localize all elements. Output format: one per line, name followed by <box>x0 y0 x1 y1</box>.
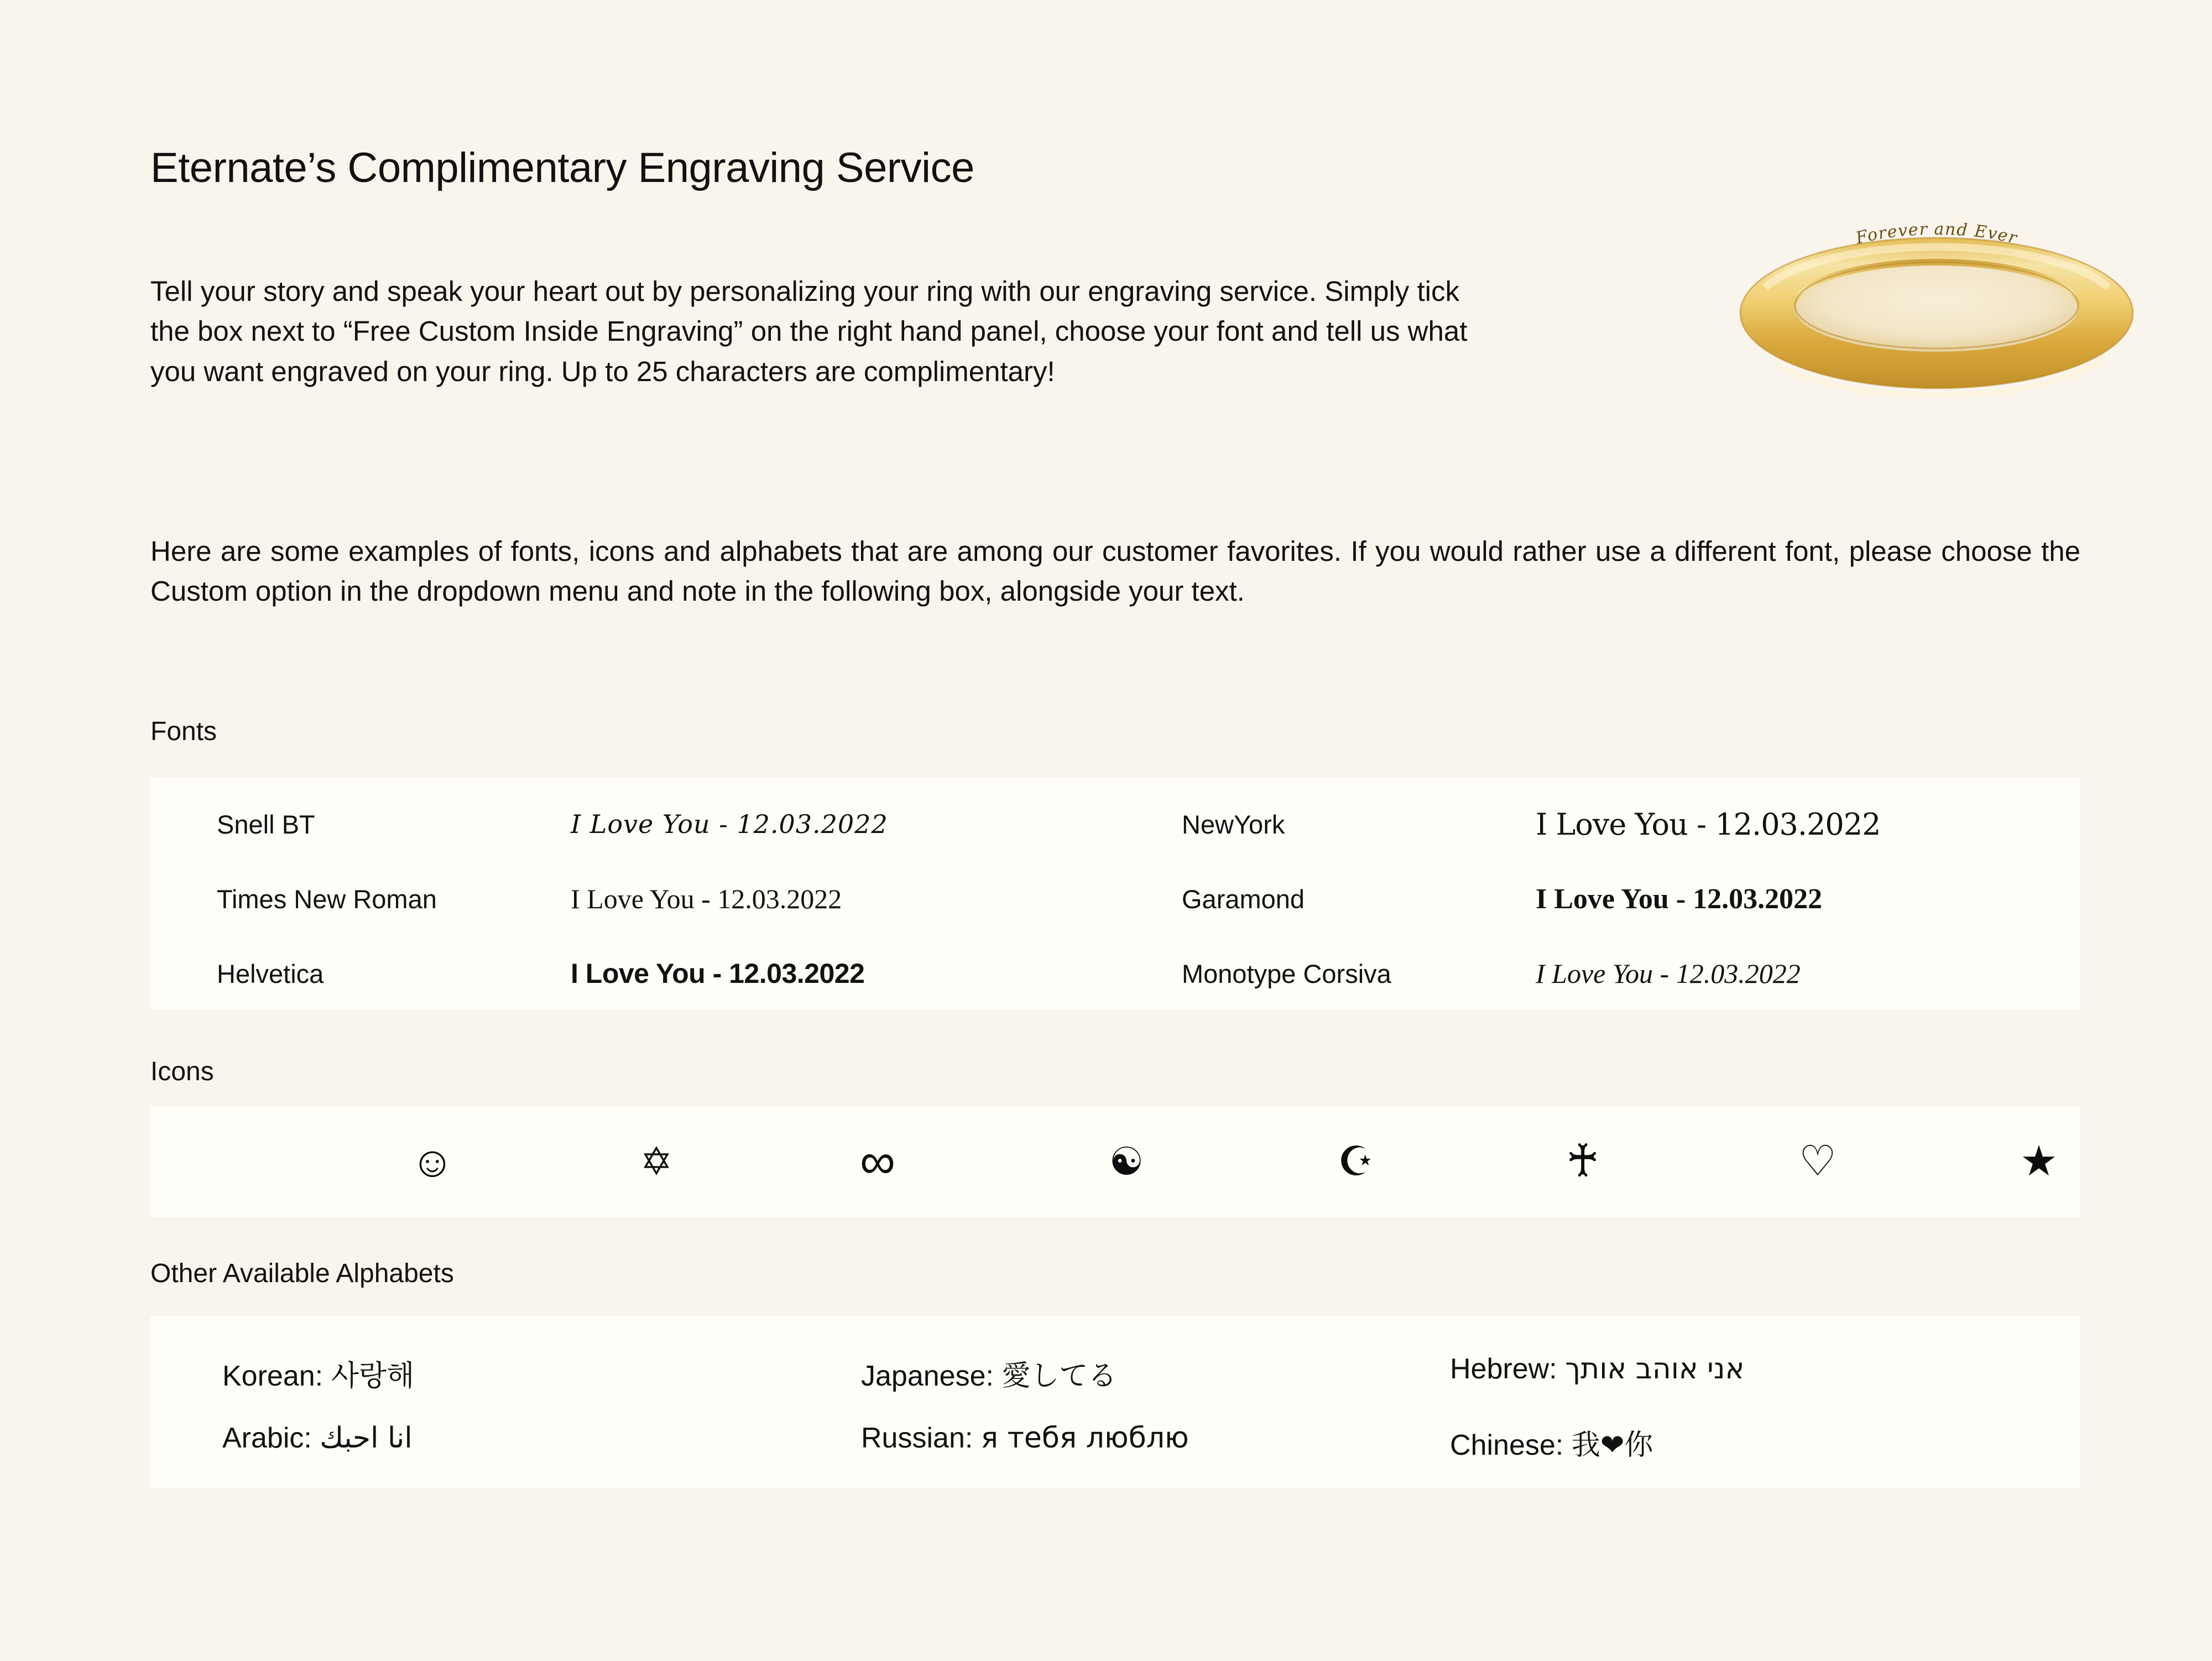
font-name: NewYork <box>1182 809 1285 839</box>
alphabet-item <box>1450 1352 1744 1386</box>
intro-paragraph-1: Tell your story and speak your heart out by personalizing your ring with our engraving service. Simply tick the box next to “Free Custom Inside Engraving” on the right hand panel, choose your font and tell us what you want engraved on your ring. Up to 25 characters are complimentary! <box>150 275 1468 387</box>
smiley-face-icon: ☺ <box>410 1137 455 1186</box>
font-row <box>217 863 1168 935</box>
font-row <box>217 938 1168 1009</box>
font-sample: I Love You - 12.03.2022 <box>571 958 865 989</box>
icons-panel <box>150 1106 2080 1217</box>
alphabet-language: Korean: <box>222 1360 324 1392</box>
intro-paragraph-2: Here are some examples of fonts, icons and alphabets that are among our customer favorites. If you would rather use a different font, please choose the Custom option in the dropdown menu and note in the following box, alongside your text. <box>150 535 2080 607</box>
font-row <box>1182 788 2078 860</box>
font-name: Monotype Corsiva <box>1182 959 1391 988</box>
infinity-icon: ∞ <box>859 1134 896 1189</box>
fonts-grid <box>150 777 2080 1009</box>
cross-icon: ♰ <box>1566 1136 1600 1186</box>
font-sample: I Love You - 12.03.2022 <box>571 809 888 839</box>
alphabet-item <box>1450 1422 1653 1463</box>
alphabet-language: Russian: <box>861 1422 973 1454</box>
alphabets-panel <box>150 1316 2080 1488</box>
alphabet-text: 愛してる <box>1001 1360 1117 1393</box>
icons-section-label: Icons <box>150 1057 214 1086</box>
alphabet-item <box>222 1422 413 1455</box>
alphabets-grid <box>150 1316 2080 1488</box>
font-row <box>1182 863 2078 935</box>
font-name: Snell BT <box>217 809 315 839</box>
font-name: Times New Roman <box>217 884 437 914</box>
alphabet-language: Hebrew: <box>1450 1353 1557 1385</box>
alphabet-text: אני אוהב אותך <box>1565 1352 1745 1386</box>
alphabet-item <box>861 1352 1117 1394</box>
alphabet-text: انا احبك <box>320 1422 413 1455</box>
font-sample: I Love You - 12.03.2022 <box>1536 883 1823 915</box>
font-name: Garamond <box>1182 884 1305 914</box>
star-of-david-icon: ✡ <box>640 1140 673 1183</box>
heart-icon: ♡ <box>1798 1138 1837 1185</box>
star-and-crescent-icon: ☪ <box>1337 1138 1375 1184</box>
ring-engraving-text: Forever and Ever <box>1854 219 2020 248</box>
alphabet-text: 我❤你 <box>1571 1429 1653 1462</box>
alphabets-section-label: Other Available Alphabets <box>150 1259 454 1288</box>
alphabet-language: Arabic: <box>222 1422 312 1454</box>
font-sample: I Love You - 12.03.2022 <box>1536 806 1881 842</box>
alphabet-text: я тебя люблю <box>980 1422 1189 1455</box>
font-sample: I Love You - 12.03.2022 <box>571 883 842 914</box>
alphabet-item <box>222 1352 414 1394</box>
fonts-section-label: Fonts <box>150 717 217 746</box>
page-title: Eternate’s Complimentary Engraving Service <box>150 144 974 191</box>
alphabet-language: Chinese: <box>1450 1429 1564 1461</box>
alphabet-item <box>861 1422 1189 1455</box>
ring-illustration <box>1682 205 2191 426</box>
icons-row <box>150 1106 2080 1217</box>
yin-yang-icon: ☯ <box>1109 1140 1144 1183</box>
font-row <box>217 788 1168 860</box>
font-sample: I Love You - 12.03.2022 <box>1536 958 1801 989</box>
engraved-ring-image <box>1682 205 2191 426</box>
fonts-panel <box>150 777 2080 1009</box>
alphabet-text: 사랑해 <box>331 1360 415 1393</box>
font-row <box>1182 938 2078 1009</box>
alphabet-language: Japanese: <box>861 1360 994 1392</box>
star-icon: ★ <box>2020 1138 2058 1185</box>
font-name: Helvetica <box>217 959 324 988</box>
